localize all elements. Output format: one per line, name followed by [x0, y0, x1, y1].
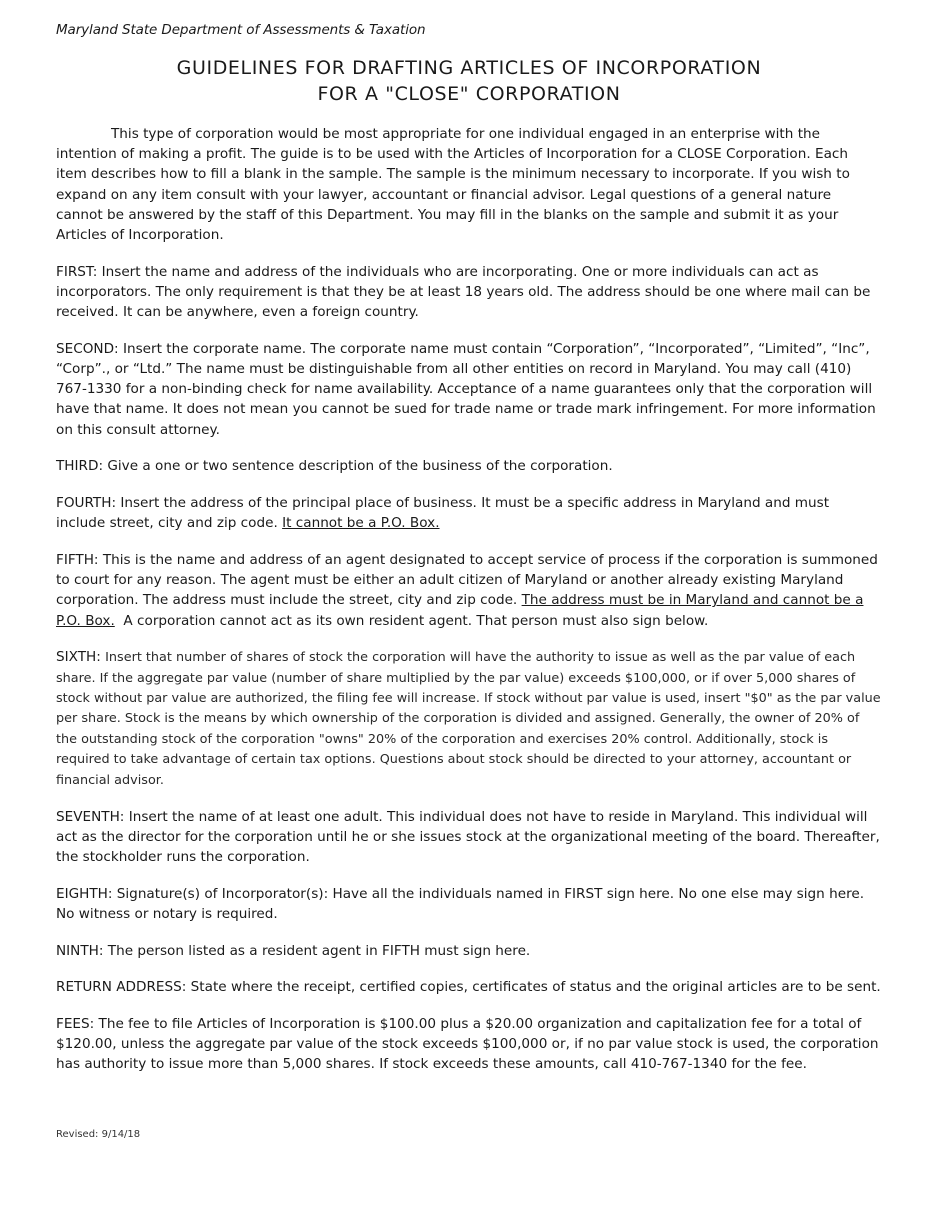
- section-fifth-text: FIFTH: This is the name and address of an agent designated to accept service of process if the corporation is summoned to court for any reason. The agent must be either an adult citizen of Maryland or another already existing Maryland corporation. The address must include the street, city and zip code.: [56, 551, 878, 609]
- section-third: THIRD: Give a one or two sentence description of the business of the corporation.: [56, 458, 613, 475]
- agency-name: Maryland State Department of Assessments & Taxation: [56, 22, 426, 38]
- section-sixth-label: SIXTH:: [56, 649, 106, 666]
- section-fourth: [56, 493, 882, 533]
- section-fifth: [56, 550, 882, 631]
- section-fourth-underline: It cannot be a P.O. Box.: [282, 515, 440, 532]
- section-ninth: NINTH: The person listed as a resident agent in FIFTH must sign here.: [56, 942, 531, 959]
- section-second: SECOND: Insert the corporate name. The corporate name must contain “Corporation”, “Incorporated”, “Limited”, “Inc”, “Corp”., or “Ltd.” The name must be distinguishable from all other entities on record in Maryland. You may call (410) 767-1330 for a non-binding check for name availability. Acceptance of a name guarantees only that the corporation will have that name. It does not mean you cannot be sued for trade name or trade mark infringement. For more information on this consult attorney.: [56, 340, 876, 438]
- intro-paragraph: This type of corporation would be most appropriate for one individual engaged in an enterprise with the intention of making a profit. The guide is to be used with the Articles of Incorporation for a CLOSE Corporation. Each item describes how to fill a blank in the sample. The sample is the minimum necessary to incorporate. If you wish to expand on any item consult with your lawyer, accountant or financial advisor. Legal questions of a general nature cannot be answered by the staff of this Department. You may fill in the blanks on the sample and submit it as your Articles of Incorporation.: [56, 126, 850, 244]
- title-line-1: GUIDELINES FOR DRAFTING ARTICLES OF INCORPORATION: [176, 57, 762, 79]
- section-fifth-underline: The address must be in Maryland and cannot be a P.O. Box.: [56, 592, 864, 629]
- section-fifth-tail: A corporation cannot act as its own resident agent. That person must also sign below.: [114, 612, 709, 629]
- section-eighth: EIGHTH: Signature(s) of Incorporator(s): Have all the individuals named in FIRST sign here. No one else may sign here. No witness or notary is required.: [56, 885, 865, 922]
- page-title: [56, 55, 882, 107]
- section-sixth-text: Insert that number of shares of stock the corporation will have the authority to issue as well as the par value of each share. If the aggregate par value (number of share multiplied by the par value) exceeds $100,000, or if over 5,000 shares of stock without par value are authorized, the filing fee will increase. If stock without par value is used, insert "$0" as the par value per share. Stock is the means by which ownership of the corporation is divided and assigned. Generally, the owner of 20% of the outstanding stock of the corporation "owns" 20% of the corporation and exercises 20% control. Additionally, stock is required to take advantage of certain tax options. Questions about stock should be directed to your attorney, accountant or financial advisor.: [56, 650, 881, 788]
- section-return-address: RETURN ADDRESS: State where the receipt, certified copies, certificates of status and the original articles are to be sent.: [56, 979, 881, 996]
- section-fourth-text: FOURTH: Insert the address of the principal place of business. It must be a specific address in Maryland and must include street, city and zip code.: [56, 495, 830, 532]
- section-fees: FEES: The fee to file Articles of Incorporation is $100.00 plus a $20.00 organization and capitalization fee for a total of $120.00, unless the aggregate par value of the stock exceeds $100,000 or, if no par value stock is used, the corporation has authority to issue more than 5,000 shares. If stock exceeds these amounts, call 410-767-1340 for the fee.: [56, 1016, 879, 1073]
- document-page: [56, 21, 882, 1075]
- revised-date: Revised: 9/14/18: [56, 1129, 141, 1140]
- section-sixth: [56, 647, 882, 790]
- section-seventh: SEVENTH: Insert the name of at least one adult. This individual does not have to reside in Maryland. This individual will act as the director for the corporation until he or she issues stock at the organizational meeting of the board. Thereafter, the stockholder runs the corporation.: [56, 808, 880, 866]
- section-first: FIRST: Insert the name and address of the individuals who are incorporating. One or more individuals can act as incorporators. The only requirement is that they be at least 18 years old. The address should be one where mail can be received. It can be anywhere, even a foreign country.: [56, 263, 871, 321]
- title-line-2: FOR A "CLOSE" CORPORATION: [317, 83, 621, 105]
